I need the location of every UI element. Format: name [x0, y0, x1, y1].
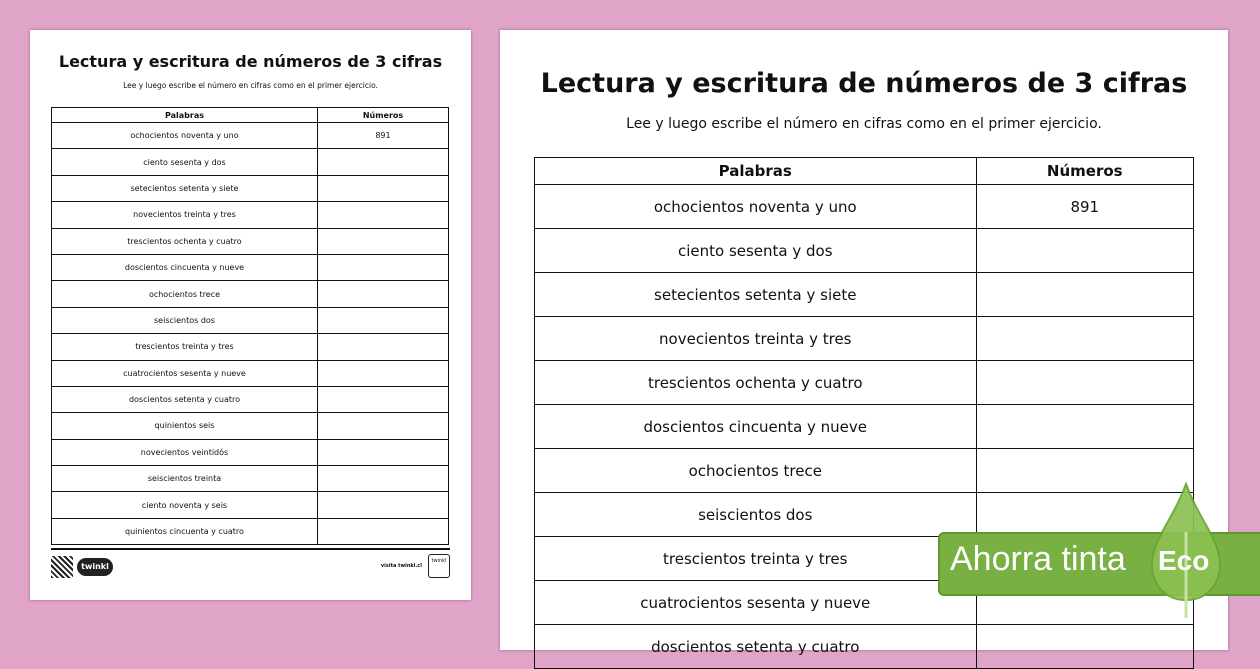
word-cell: novecientos treinta y tres — [535, 317, 977, 361]
twinkl-logo: twinkl — [77, 558, 113, 576]
word-cell: trescientos ochenta y cuatro — [535, 361, 977, 405]
header-words: Palabras — [52, 108, 318, 123]
word-cell: novecientos veintidós — [52, 439, 318, 465]
number-cell[interactable]: 891 — [317, 123, 448, 149]
number-cell[interactable] — [976, 317, 1193, 361]
word-cell: ciento sesenta y dos — [535, 229, 977, 273]
header-numbers: Números — [317, 108, 448, 123]
number-cell[interactable]: 891 — [976, 185, 1193, 229]
number-cell[interactable] — [976, 229, 1193, 273]
word-cell: seiscientos treinta — [52, 466, 318, 492]
table-row — [535, 185, 1194, 229]
table-row — [535, 625, 1194, 669]
table-row — [52, 281, 449, 307]
eco-label: Eco — [1158, 545, 1210, 576]
number-cell[interactable] — [317, 360, 448, 386]
table-row — [535, 273, 1194, 317]
word-cell: novecientos treinta y tres — [52, 202, 318, 228]
table-row — [535, 493, 1194, 537]
number-cell[interactable] — [976, 625, 1193, 669]
table-row — [52, 254, 449, 280]
footer-url: visita twinkl.cl — [380, 563, 422, 569]
word-cell: ciento sesenta y dos — [52, 149, 318, 175]
header-words: Palabras — [535, 158, 977, 185]
number-cell[interactable] — [976, 405, 1193, 449]
table-row — [52, 386, 449, 412]
number-cell[interactable] — [317, 307, 448, 333]
word-cell: ochocientos noventa y uno — [535, 185, 977, 229]
word-cell: doscientos setenta y cuatro — [535, 625, 977, 669]
table-row — [52, 334, 449, 360]
table-row — [52, 413, 449, 439]
eco-banner-label: Ahorra tinta — [950, 540, 1126, 578]
word-cell: cuatrocientos sesenta y nueve — [52, 360, 318, 386]
number-cell[interactable] — [317, 149, 448, 175]
word-cell: ochocientos noventa y uno — [52, 123, 318, 149]
word-cell: seiscientos dos — [535, 493, 977, 537]
word-cell: trescientos treinta y tres — [52, 334, 318, 360]
word-cell: setecientos setenta y siete — [52, 175, 318, 201]
number-cell[interactable] — [317, 386, 448, 412]
table-row — [535, 449, 1194, 493]
number-cell[interactable] — [317, 413, 448, 439]
table-row — [52, 307, 449, 333]
worksheet-instructions: Lee y luego escribe el número en cifras como en el primer ejercicio. — [626, 116, 1102, 132]
table-row — [52, 439, 449, 465]
word-cell: quinientos cincuenta y cuatro — [52, 518, 318, 544]
word-cell: seiscientos dos — [52, 307, 318, 333]
table-row — [535, 405, 1194, 449]
word-cell: ochocientos trece — [535, 449, 977, 493]
footer — [51, 548, 450, 580]
twinkl-badge-icon: twinkl — [428, 554, 450, 578]
word-cell: doscientos setenta y cuatro — [52, 386, 318, 412]
number-cell[interactable] — [317, 254, 448, 280]
table-row — [52, 360, 449, 386]
number-cell[interactable] — [976, 273, 1193, 317]
worksheet-title: Lectura y escritura de números de 3 cifras — [58, 52, 443, 71]
table-row — [52, 492, 449, 518]
number-cell[interactable] — [317, 466, 448, 492]
number-cell[interactable] — [317, 439, 448, 465]
table-row — [535, 229, 1194, 273]
word-cell: ochocientos trece — [52, 281, 318, 307]
number-cell[interactable] — [317, 334, 448, 360]
word-cell: trescientos treinta y tres — [535, 537, 977, 581]
table-row — [52, 202, 449, 228]
table-row — [52, 228, 449, 254]
worksheet-thumbnail[interactable] — [30, 30, 471, 600]
number-cell[interactable] — [317, 492, 448, 518]
number-cell[interactable] — [317, 281, 448, 307]
word-cell: cuatrocientos sesenta y nueve — [535, 581, 977, 625]
worksheet-instructions: Lee y luego escribe el número en cifras como en el primer ejercicio. — [123, 81, 378, 90]
number-cell[interactable] — [317, 202, 448, 228]
table-row — [52, 466, 449, 492]
number-cell[interactable] — [317, 175, 448, 201]
table-row — [52, 175, 449, 201]
word-cell: doscientos cincuenta y nueve — [52, 254, 318, 280]
word-cell: quinientos seis — [52, 413, 318, 439]
word-cell: trescientos ochenta y cuatro — [52, 228, 318, 254]
qr-code-icon — [51, 556, 73, 578]
header-numbers: Números — [976, 158, 1193, 185]
table-row — [52, 149, 449, 175]
word-cell: doscientos cincuenta y nueve — [535, 405, 977, 449]
word-cell: ciento noventa y seis — [52, 492, 318, 518]
table-row — [52, 123, 449, 149]
word-cell: setecientos setenta y siete — [535, 273, 977, 317]
number-cell[interactable] — [317, 518, 448, 544]
number-cell[interactable] — [317, 228, 448, 254]
table-row — [535, 317, 1194, 361]
numbers-table — [51, 107, 449, 545]
number-cell[interactable] — [976, 361, 1193, 405]
table-row — [535, 361, 1194, 405]
table-row — [52, 518, 449, 544]
worksheet-title: Lectura y escritura de números de 3 cifras — [540, 68, 1188, 99]
